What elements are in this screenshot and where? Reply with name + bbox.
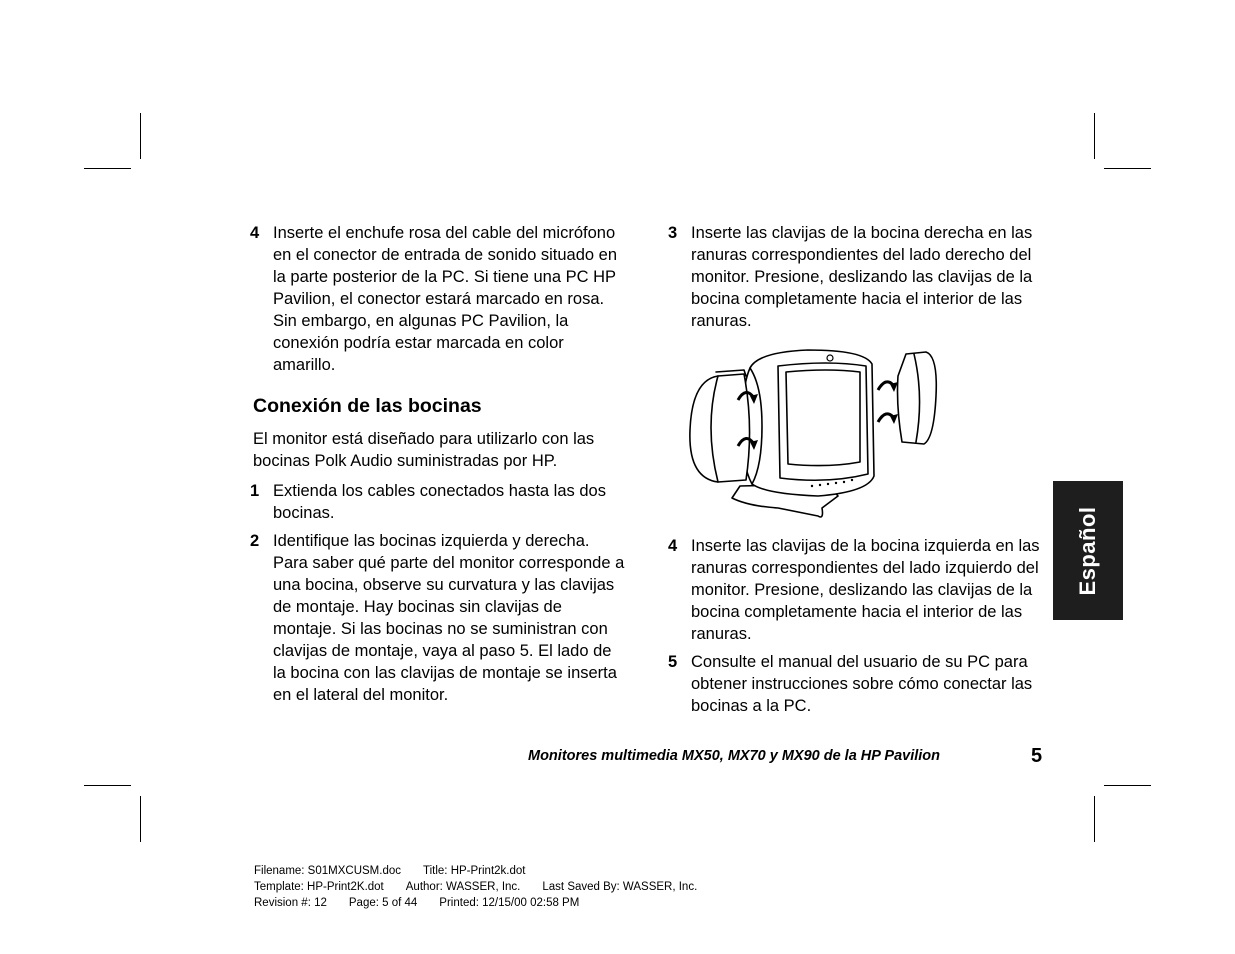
meta-printed: Printed: 12/15/00 02:58 PM: [439, 897, 580, 909]
crop-mark-bottom-right-h: [1104, 785, 1151, 786]
step-number: 4: [250, 224, 260, 242]
document-metadata: [254, 863, 719, 911]
language-tab: [1053, 481, 1123, 620]
monitor-screen: [786, 370, 860, 466]
section-heading: Conexión de las bocinas: [253, 395, 482, 417]
step-text: Identifique las bocinas izquierda y derecha. Para saber qué parte del monitor corresponde a una bocina, observe su curvatura y las clavijas de montaje. Hay bocinas sin clavijas de montaje. Si las bocinas no se suministran con clavijas de montaje, vaya al paso 5. El lado de la bocina con las clavijas de montaje se inserta en el lateral del monitor.: [273, 532, 625, 704]
step-text: Inserte las clavijas de la bocina izquierda en las ranuras correspondientes del lado izquierdo del monitor. Presione, deslizando las clavijas de la bocina completamente hacia el interior de las ranuras.: [691, 537, 1040, 643]
running-footer-title: Monitores multimedia MX50, MX70 y MX90 de la HP Pavilion: [528, 748, 941, 764]
crop-mark-top-right-h: [1104, 168, 1151, 169]
step-number: 3: [668, 224, 678, 242]
language-tab-label: Español: [1075, 505, 1100, 596]
metadata-row: [254, 863, 719, 879]
crop-mark-bottom-right-v: [1094, 796, 1095, 842]
crop-mark-top-right-v: [1094, 113, 1095, 159]
left-speaker: [690, 374, 750, 482]
meta-revision: Revision #: 12: [254, 897, 327, 909]
meta-last-saved: Last Saved By: WASSER, Inc.: [542, 881, 698, 893]
crop-mark-top-left-v: [140, 113, 141, 159]
crop-mark-top-left-h: [84, 168, 131, 169]
step-text: Inserte el enchufe rosa del cable del micrófono en el conector de entrada de sonido situado en la parte posterior de la PC. Si tiene una PC HP Pavilion, el conector estará marcado en rosa. Sin embargo, en algunas PC Pavilion, la conexión podría estar marcada en color amarillo.: [273, 224, 618, 374]
metadata-row: [254, 879, 719, 895]
meta-author: Author: WASSER, Inc.: [405, 881, 521, 893]
page-number: 5: [1031, 745, 1043, 767]
meta-page: Page: 5 of 44: [348, 897, 418, 909]
left-column: [250, 222, 628, 712]
step-2-identify-speakers: [250, 530, 628, 706]
monitor-speakers-illustration: [688, 346, 950, 524]
crop-mark-bottom-left-h: [84, 785, 131, 786]
crop-mark-bottom-left-v: [140, 796, 141, 842]
step-5-consult-manual: [668, 651, 1048, 717]
step-3-right-speaker: [668, 222, 1048, 332]
intro-paragraph: El monitor está diseñado para utilizarlo con las bocinas Polk Audio suministradas por HP.: [253, 430, 595, 470]
step-4-left-speaker: [668, 535, 1048, 645]
step-text: Inserte las clavijas de la bocina derecha en las ranuras correspondientes del lado derecho del monitor. Presione, deslizando las clavijas de la bocina completamente hacia el interior de las ranuras.: [691, 224, 1033, 330]
step-number: 2: [250, 532, 260, 550]
step-number: 4: [668, 537, 678, 555]
meta-filename: Filename: S01MXCUSM.doc: [254, 865, 401, 877]
meta-template: Template: HP-Print2K.dot: [254, 881, 384, 893]
step-1-extend-cables: [250, 480, 628, 524]
metadata-row: [254, 895, 719, 911]
step-number: 1: [250, 482, 260, 500]
step-text: Consulte el manual del usuario de su PC para obtener instrucciones sobre cómo conectar las bocinas a la PC.: [691, 653, 1033, 715]
step-number: 5: [668, 653, 678, 671]
step-text: Extienda los cables conectados hasta las dos bocinas.: [273, 482, 606, 522]
step-4-microphone: [250, 222, 628, 376]
meta-title: Title: HP-Print2k.dot: [423, 865, 526, 877]
